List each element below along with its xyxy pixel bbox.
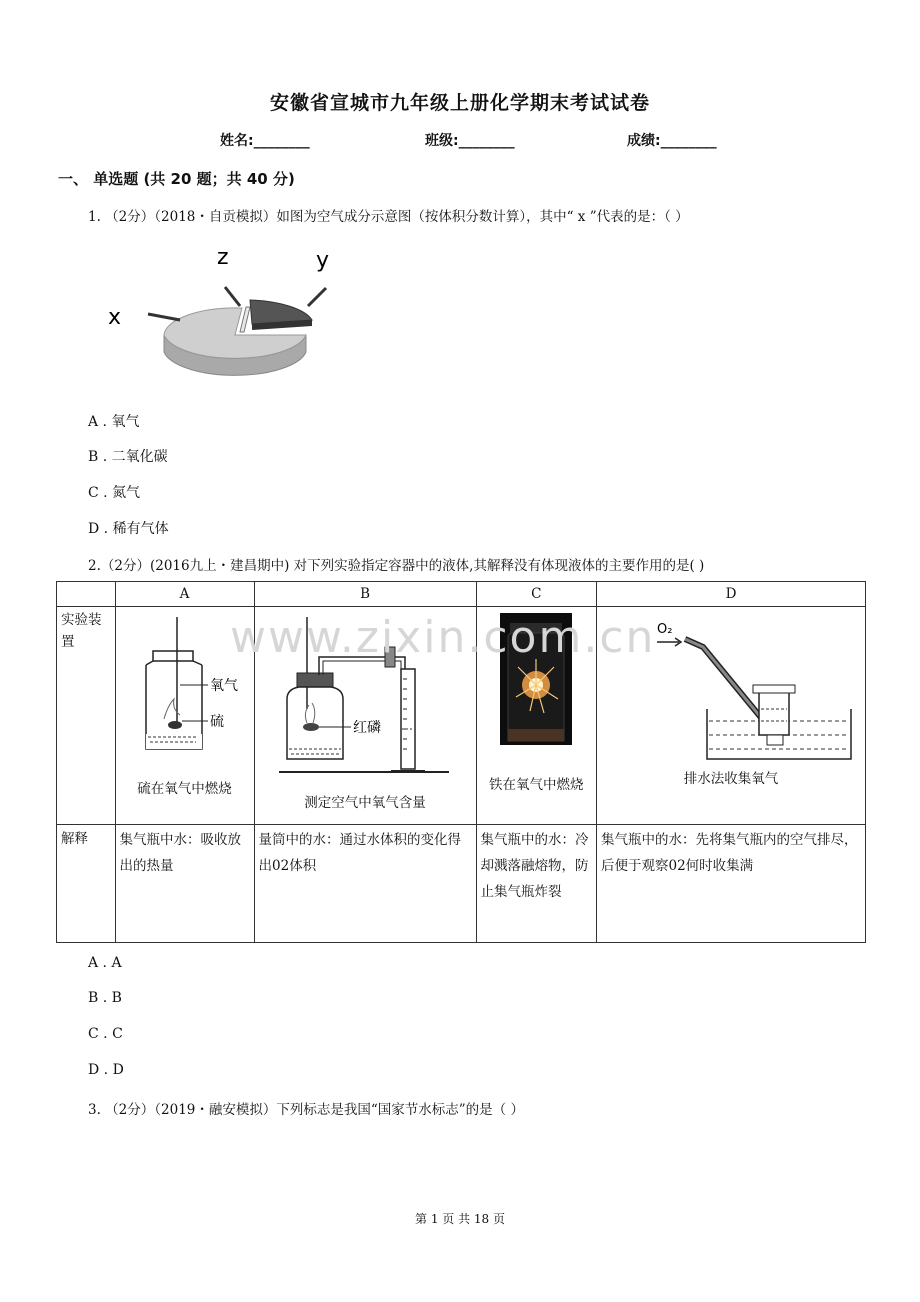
label-red-phosphorus: 红磷: [352, 720, 381, 736]
caption-a: 硫在氧气中燃烧: [137, 781, 232, 797]
pie-label-y: y: [316, 248, 330, 273]
question-1-text: 1. （2分）（2018・自贡模拟）如图为空气成分示意图（按体积分数计算），其中“ x ”代表的是：（ ）: [88, 209, 689, 225]
q1-option-d[interactable]: D . 稀有气体: [88, 521, 169, 537]
question-3-text: 3. （2分）（2019・融安模拟）下列标志是我国“国家节水标志”的是（ ）: [88, 1102, 524, 1118]
q1-option-a[interactable]: A . 氧气: [88, 414, 140, 430]
table-header-cell: B: [254, 582, 476, 607]
table-header-cell: C: [476, 582, 596, 607]
watermark: www.zixin.com.cn: [230, 612, 656, 663]
table-header-cell: [57, 582, 116, 607]
caption-d: 排水法收集氧气: [683, 771, 779, 787]
table-row: [57, 825, 866, 943]
question-2-text: 2.（2分）(2016九上・建昌期中) 对下列实验指定容器中的液体,其解释没有体现液体的主要作用的是( ): [88, 558, 705, 574]
row-label: 解释: [57, 825, 116, 943]
class-field-label: 班级:________: [425, 133, 515, 149]
explanation-a: 集气瓶中水：吸收放出的热量: [115, 825, 254, 943]
explanation-d: 集气瓶中的水：先将集气瓶内的空气排尽，后便于观察02何时收集满: [597, 825, 866, 943]
table-header-row: [57, 582, 866, 607]
section-heading: 一、 单选题 (共 20 题；共 40 分): [58, 170, 295, 188]
explanation-b: 量筒中的水：通过水体积的变化得出02体积: [254, 825, 476, 943]
pie-label-z: z: [217, 245, 229, 270]
q2-option-c[interactable]: C . C: [88, 1026, 123, 1042]
page-footer: 第 1 页 共 18 页: [415, 1212, 505, 1226]
caption-c: 铁在氧气中燃烧: [489, 777, 584, 793]
table-header-cell: D: [597, 582, 866, 607]
table-header-cell: A: [115, 582, 254, 607]
name-field-label: 姓名:________: [220, 133, 310, 149]
pie-label-x: x: [108, 305, 122, 330]
label-o2: O₂: [657, 622, 673, 637]
page-title: 安徽省宣城市九年级上册化学期末考试试卷: [269, 92, 650, 114]
label-oxygen: 氧气: [209, 678, 238, 694]
caption-b: 测定空气中氧气含量: [304, 795, 426, 811]
score-field-label: 成绩:________: [627, 133, 717, 149]
air-composition-pie-figure: [100, 240, 360, 390]
q2-option-d[interactable]: D . D: [88, 1062, 124, 1078]
explanation-c: 集气瓶中的水：冷却溅落融熔物，防止集气瓶炸裂: [476, 825, 596, 943]
pie-y-slice: [250, 300, 312, 324]
q2-option-b[interactable]: B . B: [88, 990, 122, 1006]
q1-option-b[interactable]: B . 二氧化碳: [88, 449, 168, 465]
row-label: 实验装置: [57, 607, 116, 825]
label-sulfur: 硫: [209, 714, 224, 730]
q2-option-a[interactable]: A . A: [88, 955, 122, 971]
q1-option-c[interactable]: C . 氮气: [88, 485, 141, 501]
